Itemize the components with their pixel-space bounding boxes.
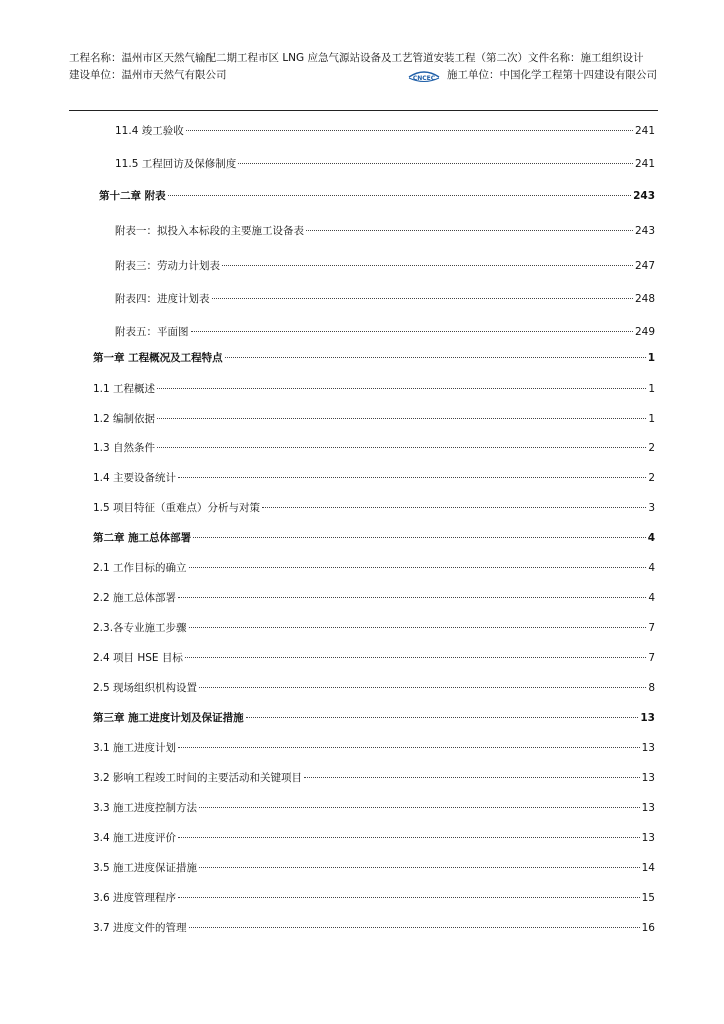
toc-entry[interactable] <box>93 650 655 666</box>
toc-entry-title: 3.1 施工进度计划 <box>93 742 177 754</box>
toc-entry[interactable] <box>93 411 655 427</box>
toc-entry[interactable] <box>115 324 655 340</box>
toc-dot-leader <box>178 477 646 478</box>
toc-entry[interactable] <box>93 860 655 876</box>
toc-page-number: 14 <box>641 862 655 874</box>
toc-dot-leader <box>178 597 646 598</box>
toc-dot-leader <box>222 265 633 266</box>
toc-dot-leader <box>199 867 640 868</box>
builder-unit: 建设单位：温州市天然气有限公司 <box>69 69 227 81</box>
toc-dot-leader <box>178 747 640 748</box>
toc-dot-leader <box>178 837 640 838</box>
toc-dot-leader <box>199 687 646 688</box>
toc-entry-title: 11.4 竣工验收 <box>115 125 184 137</box>
toc-page-number: 13 <box>641 772 655 784</box>
toc-dot-leader <box>212 298 633 299</box>
toc-entry[interactable] <box>93 620 655 636</box>
toc-page-number: 1 <box>648 383 655 395</box>
toc-entry-title: 附表三：劳动力计划表 <box>115 260 220 272</box>
toc-page-number: 15 <box>641 892 655 904</box>
project-title-line: 工程名称：温州市区天然气输配二期工程市区 LNG 应急气源站设备及工艺管道安装工程（第二次）文件名称：施工组织设计 <box>69 52 644 64</box>
toc-entry[interactable] <box>93 890 655 906</box>
toc-entry-title: 附表五：平面图 <box>115 326 189 338</box>
toc-dot-leader <box>186 130 633 131</box>
toc-entry-title: 2.3.各专业施工步骤 <box>93 622 187 634</box>
toc-page-number: 248 <box>634 293 655 305</box>
toc-entry[interactable] <box>93 500 655 516</box>
toc-entry-title: 3.4 施工进度评价 <box>93 832 177 844</box>
toc-entry[interactable] <box>93 770 655 786</box>
toc-entry-title: 2.2 施工总体部署 <box>93 592 177 604</box>
toc-entry-title: 3.2 影响工程竣工时间的主要活动和关键项目 <box>93 772 303 784</box>
toc-dot-leader <box>189 627 647 628</box>
toc-page-number: 4 <box>648 592 655 604</box>
toc-entry-title: 1.1 工程概述 <box>93 383 156 395</box>
toc-dot-leader <box>199 807 640 808</box>
toc-entry-title: 1.4 主要设备统计 <box>93 472 177 484</box>
toc-dot-leader <box>306 230 633 231</box>
toc-page-number: 241 <box>634 125 655 137</box>
toc-chapter-entry[interactable] <box>93 530 655 546</box>
toc-entry-title: 2.1 工作目标的确立 <box>93 562 187 574</box>
toc-entry[interactable] <box>93 470 655 486</box>
toc-dot-leader <box>262 507 646 508</box>
toc-dot-leader <box>157 388 646 389</box>
toc-page-number: 247 <box>634 260 655 272</box>
toc-dot-leader <box>189 927 640 928</box>
toc-entry-title: 附表一：拟投入本标段的主要施工设备表 <box>115 225 304 237</box>
toc-entry-title: 2.5 现场组织机构设置 <box>93 682 198 694</box>
toc-entry-title: 第二章 施工总体部署 <box>93 532 192 544</box>
toc-entry[interactable] <box>115 291 655 307</box>
toc-entry[interactable] <box>93 800 655 816</box>
toc-entry[interactable] <box>93 680 655 696</box>
toc-page-number: 13 <box>641 802 655 814</box>
toc-page-number: 13 <box>641 832 655 844</box>
toc-dot-leader <box>157 418 646 419</box>
toc-page-number: 13 <box>640 712 655 724</box>
toc-entry[interactable] <box>115 156 655 172</box>
toc-page-number: 2 <box>648 472 655 484</box>
toc-entry[interactable] <box>115 223 655 239</box>
toc-page-number: 2 <box>648 442 655 454</box>
toc-chapter-entry[interactable] <box>99 188 655 204</box>
toc-page-number: 249 <box>634 326 655 338</box>
toc-entry-title: 1.2 编制依据 <box>93 413 156 425</box>
toc-dot-leader <box>178 897 640 898</box>
toc-entry[interactable] <box>93 440 655 456</box>
toc-page-number: 243 <box>633 190 655 202</box>
toc-entry[interactable] <box>93 560 655 576</box>
toc-entry[interactable] <box>93 830 655 846</box>
toc-page-number: 1 <box>648 413 655 425</box>
toc-page-number: 1 <box>647 352 655 364</box>
contractor-unit: 施工单位：中国化学工程第十四建设有限公司 <box>447 69 657 81</box>
toc-dot-leader <box>189 567 647 568</box>
toc-page-number: 16 <box>641 922 655 934</box>
toc-entry-title: 2.4 项目 HSE 目标 <box>93 652 183 664</box>
toc-page-number: 4 <box>647 532 655 544</box>
toc-dot-leader <box>304 777 640 778</box>
toc-page-number: 243 <box>634 225 655 237</box>
toc-page-number: 7 <box>648 622 655 634</box>
toc-dot-leader <box>246 717 639 718</box>
toc-entry-title: 附表四：进度计划表 <box>115 293 210 305</box>
toc-dot-leader <box>225 357 646 358</box>
toc-entry-title: 3.5 施工进度保证措施 <box>93 862 198 874</box>
toc-page-number: 7 <box>648 652 655 664</box>
toc-page-number: 4 <box>648 562 655 574</box>
toc-entry[interactable] <box>115 258 655 274</box>
toc-dot-leader <box>193 537 646 538</box>
toc-page-number: 3 <box>648 502 655 514</box>
toc-entry[interactable] <box>115 123 655 139</box>
toc-entry-title: 3.6 进度管理程序 <box>93 892 177 904</box>
toc-dot-leader <box>185 657 646 658</box>
toc-chapter-entry[interactable] <box>93 350 655 366</box>
toc-entry[interactable] <box>93 381 655 397</box>
toc-dot-leader <box>191 331 633 332</box>
toc-entry-title: 第一章 工程概况及工程特点 <box>93 352 223 364</box>
toc-entry[interactable] <box>93 740 655 756</box>
toc-entry[interactable] <box>93 920 655 936</box>
toc-dot-leader <box>168 195 631 196</box>
toc-entry-title: 第十二章 附表 <box>99 190 166 202</box>
logo-text: CNCEC <box>412 75 436 82</box>
toc-page-number: 13 <box>641 742 655 754</box>
toc-entry-title: 1.5 项目特征（重难点）分析与对策 <box>93 502 261 514</box>
toc-entry-title: 第三章 施工进度计划及保证措施 <box>93 712 244 724</box>
toc-entry-title: 1.3 自然条件 <box>93 442 156 454</box>
toc-dot-leader <box>238 163 633 164</box>
toc-page-number: 241 <box>634 158 655 170</box>
toc-page-number: 8 <box>648 682 655 694</box>
toc-entry-title: 3.3 施工进度控制方法 <box>93 802 198 814</box>
toc-chapter-entry[interactable] <box>93 710 655 726</box>
toc-dot-leader <box>157 447 646 448</box>
toc-entry-title: 11.5 工程回访及保修制度 <box>115 158 237 170</box>
toc-entry[interactable] <box>93 590 655 606</box>
toc-entry-title: 3.7 进度文件的管理 <box>93 922 187 934</box>
